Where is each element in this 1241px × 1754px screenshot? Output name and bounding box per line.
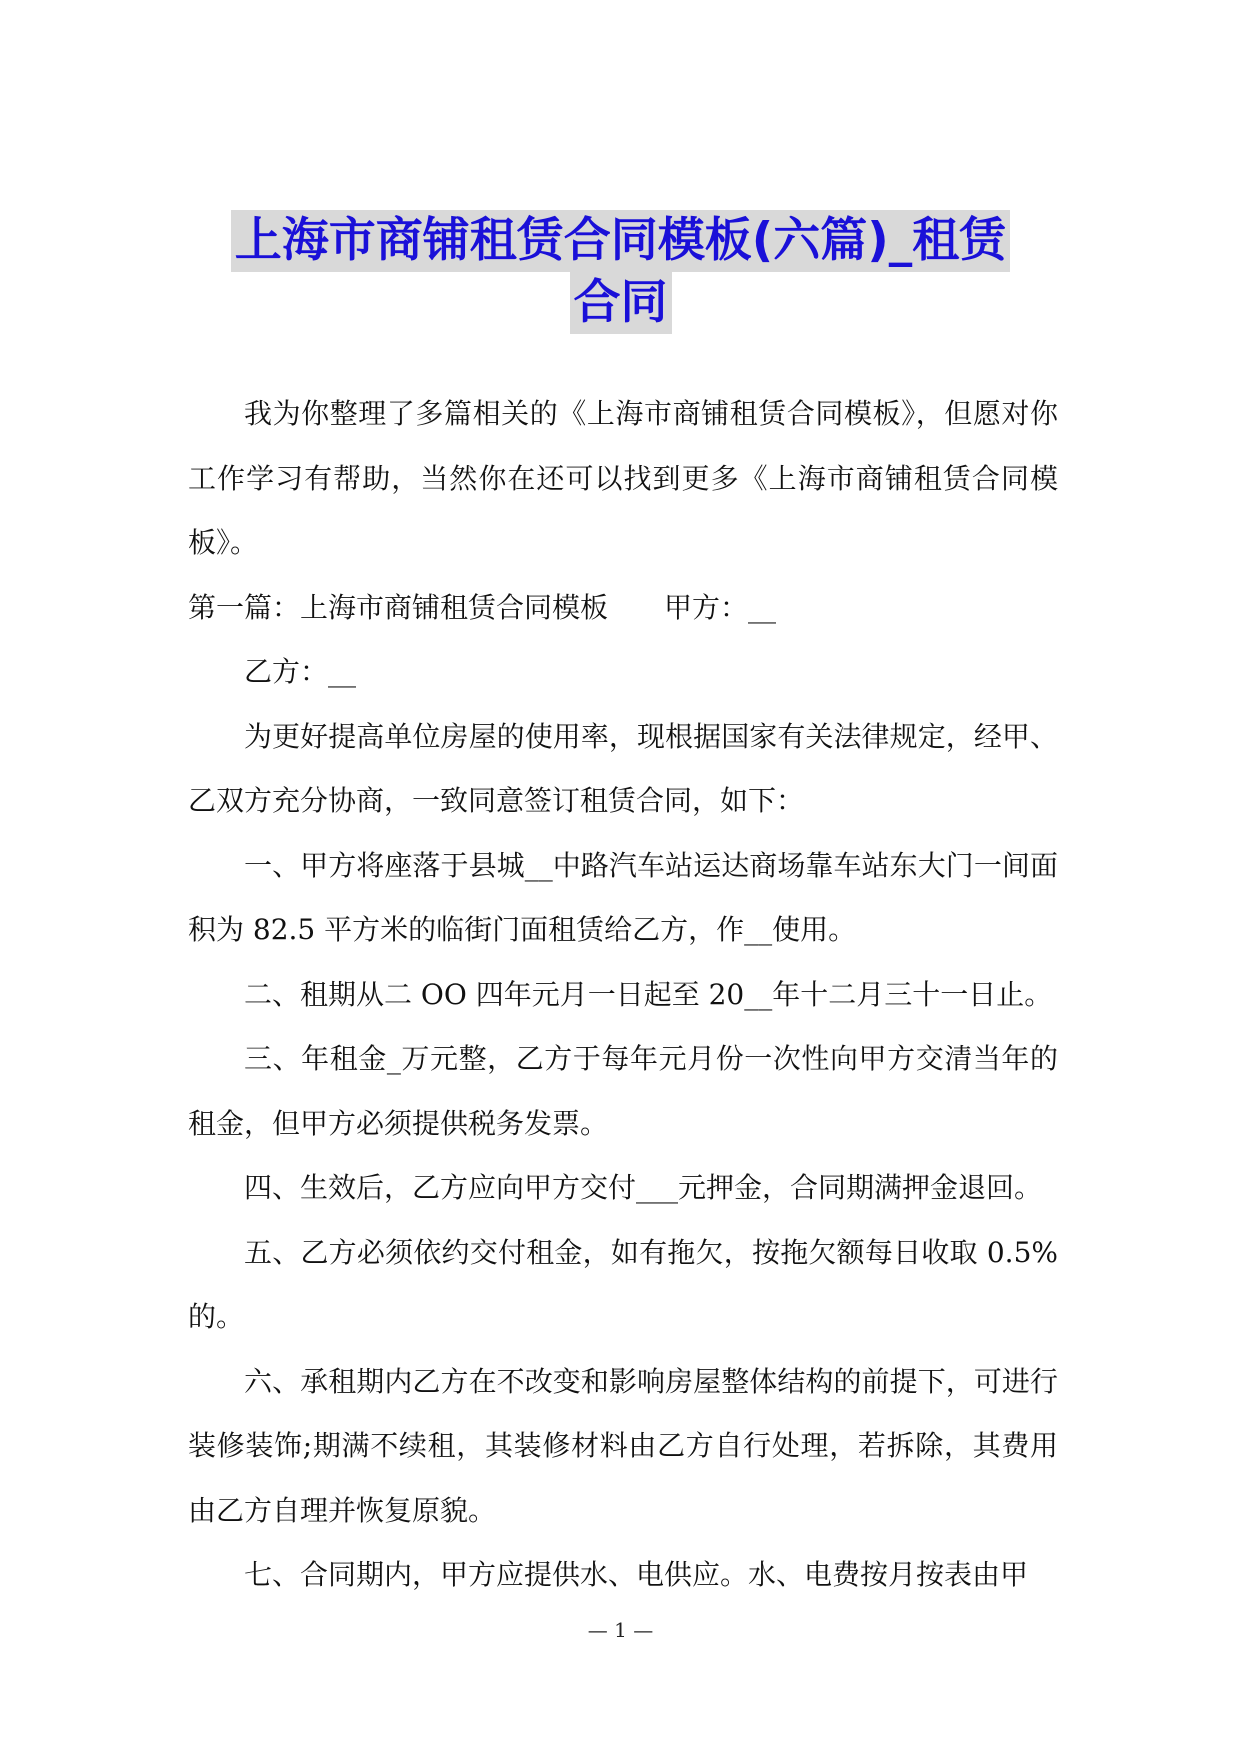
clause-2: 二、租期从二 OO 四年元月一日起至 20__年十二月三十一日止。 — [244, 977, 1053, 1011]
clause-1: 一、甲方将座落于县城__中路汽车站运达商场靠车站东大门一间面积为 82.5 平方米的临街门面租赁给乙方，作__使用。 — [188, 848, 1058, 946]
clause-6: 六、承租期内乙方在不改变和影响房屋整体结构的前提下，可进行装修装饰;期满不续租，其装修材料由乙方自行处理，若拆除，其费用由乙方自理并恢复原貌。 — [188, 1364, 1058, 1527]
clause-7: 七、合同期内，甲方应提供水、电供应。水、电费按月按表由甲 — [244, 1558, 1029, 1591]
party-b-line: 乙方：__ — [244, 655, 357, 688]
title-line-1: 上海市商铺租赁合同模板(六篇)_租赁 — [231, 210, 1010, 272]
page-number: — 1 — — [587, 1618, 654, 1642]
clause-4: 四、生效后，乙方应向甲方交付___元押金，合同期满押金退回。 — [244, 1171, 1043, 1204]
section-heading-party-a: 第一篇：上海市商铺租赁合同模板 甲方：__ — [188, 590, 777, 624]
clause-3: 三、年租金_万元整，乙方于每年元月份一次性向甲方交清当年的租金，但甲方必须提供税务发票。 — [188, 1042, 1058, 1140]
document-body — [188, 382, 1058, 1608]
document-title — [0, 210, 1241, 334]
title-line-2: 合同 — [570, 272, 672, 334]
preamble-paragraph: 为更好提高单位房屋的使用率，现根据国家有关法律规定，经甲、乙双方充分协商，一致同意签订租赁合同，如下： — [188, 719, 1058, 817]
intro-paragraph: 我为你整理了多篇相关的《上海市商铺租赁合同模板》，但愿对你工作学习有帮助，当然你在还可以找到更多《上海市商铺租赁合同模板》。 — [188, 397, 1058, 559]
clause-5: 五、乙方必须依约交付租金，如有拖欠，按拖欠额每日收取 0.5%的。 — [188, 1235, 1058, 1333]
